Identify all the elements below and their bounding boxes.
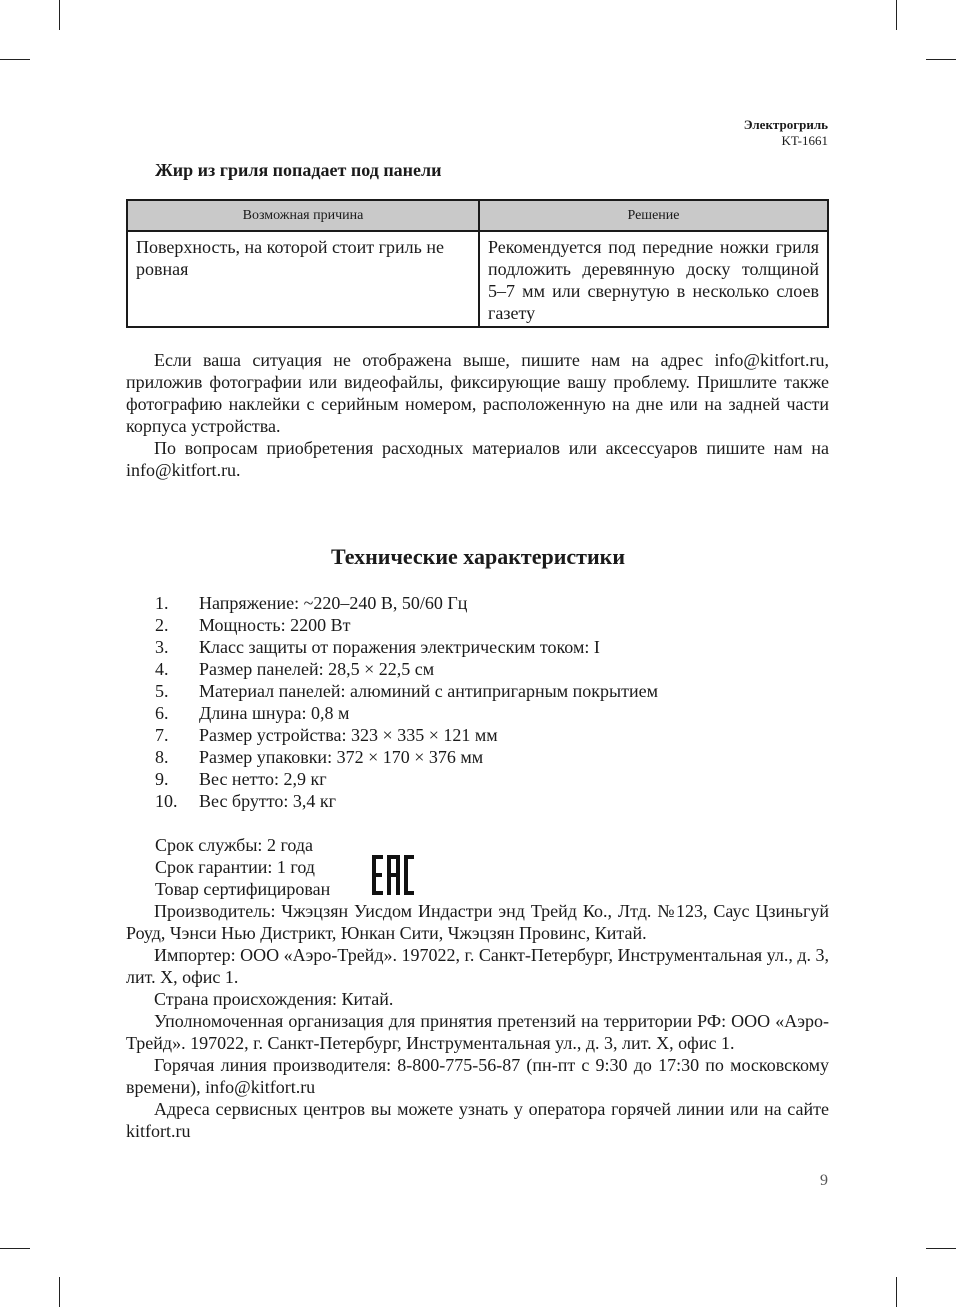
accessories-paragraph: По вопросам приобретения расходных материалов или аксессуаров пишите нам на info@kitfort.ru. <box>126 438 829 480</box>
crop-mark <box>896 1277 897 1307</box>
crop-mark <box>926 1248 956 1249</box>
problem-heading: Жир из гриля попадает под панели <box>155 160 442 180</box>
crop-mark <box>0 1248 30 1249</box>
header-title: Электрогриль <box>743 117 828 132</box>
service-centers-info: Адреса сервисных центров вы можете узнать у оператора горячей линии или на сайте kitfort.ru <box>126 1099 829 1141</box>
table-header-cause: Возможная причина <box>127 200 479 231</box>
certification-note: Товар сертифицирован <box>155 879 331 899</box>
cause-cell: Поверхность, на которой стоит гриль не ровная <box>127 231 479 327</box>
table-row <box>127 231 828 327</box>
troubleshooting-table <box>126 199 829 328</box>
crop-mark <box>926 59 956 60</box>
table-header-solution: Решение <box>479 200 828 231</box>
claims-organization: Уполномоченная организация для принятия претензий на территории РФ: ООО «Аэро-Трейд». 197022, г. Санкт-Петербург, Инструментальная ул., д. 3, лит. Х, офис 1. <box>126 1011 829 1053</box>
specs-list <box>155 592 658 812</box>
solution-cell: Рекомендуется под передние ножки гриля подложить деревянную доску толщиной 5–7 мм или свернутую в несколько слоев газету <box>479 231 828 327</box>
list-item: 4. Размер панелей: 28,5 × 22,5 см <box>155 659 435 679</box>
service-info <box>155 834 330 900</box>
list-item: 6. Длина шнура: 0,8 м <box>155 703 350 723</box>
list-item: 5. Материал панелей: алюминий с антипригарным покрытием <box>155 681 658 701</box>
list-item: 2. Мощность: 2200 Вт <box>155 615 351 635</box>
manufacturer-info: Производитель: Чжэцзян Уисдом Индастри энд Трейд Ко., Лтд. №123, Саус Цзиньгуй Роуд, Чэнси Нью Дистрикт, Юнкан Сити, Чжэцзян Провинс, Китай. <box>126 901 829 943</box>
list-item: 1. Напряжение: ~220–240 В, 50/60 Гц <box>155 593 468 613</box>
legal-info <box>126 900 829 1142</box>
country-of-origin: Страна происхождения: Китай. <box>154 989 394 1009</box>
page-number: 9 <box>820 1172 828 1189</box>
header-model: KT-1661 <box>781 133 828 148</box>
crop-mark <box>0 59 30 60</box>
crop-mark <box>59 0 60 30</box>
list-item: 7. Размер устройства: 323 × 335 × 121 мм <box>155 725 498 745</box>
warranty-period: Срок гарантии: 1 год <box>155 857 315 877</box>
eac-mark-icon <box>372 855 414 895</box>
list-item: 9. Вес нетто: 2,9 кг <box>155 769 327 789</box>
service-lifetime: Срок службы: 2 года <box>155 835 314 855</box>
list-item: 3. Класс защиты от поражения электрическим током: I <box>155 637 600 657</box>
importer-info: Импортер: ООО «Аэро-Трейд». 197022, г. Санкт-Петербург, Инструментальная ул., д. 3, лит. Х, офис 1. <box>126 945 829 987</box>
list-item: 8. Размер упаковки: 372 × 170 × 376 мм <box>155 747 484 767</box>
contact-text <box>126 349 829 481</box>
contact-paragraph: Если ваша ситуация не отображена выше, пишите нам на адрес info@kitfort.ru, приложив фотографии или видеофайлы, фиксирующие вашу проблему. Пришлите также фотографию наклейки с серийным номером, расположенную на дне или на задней части корпуса устройства. <box>126 350 829 436</box>
page-header <box>744 117 828 149</box>
hotline-info: Горячая линия производителя: 8-800-775-56-87 (пн-пт с 9:30 до 17:30 по московскому времени), info@kitfort.ru <box>126 1055 829 1097</box>
crop-mark <box>896 0 897 30</box>
specs-title: Технические характеристики <box>330 544 626 569</box>
crop-mark <box>59 1277 60 1307</box>
list-item: 10. Вес брутто: 3,4 кг <box>155 791 336 811</box>
